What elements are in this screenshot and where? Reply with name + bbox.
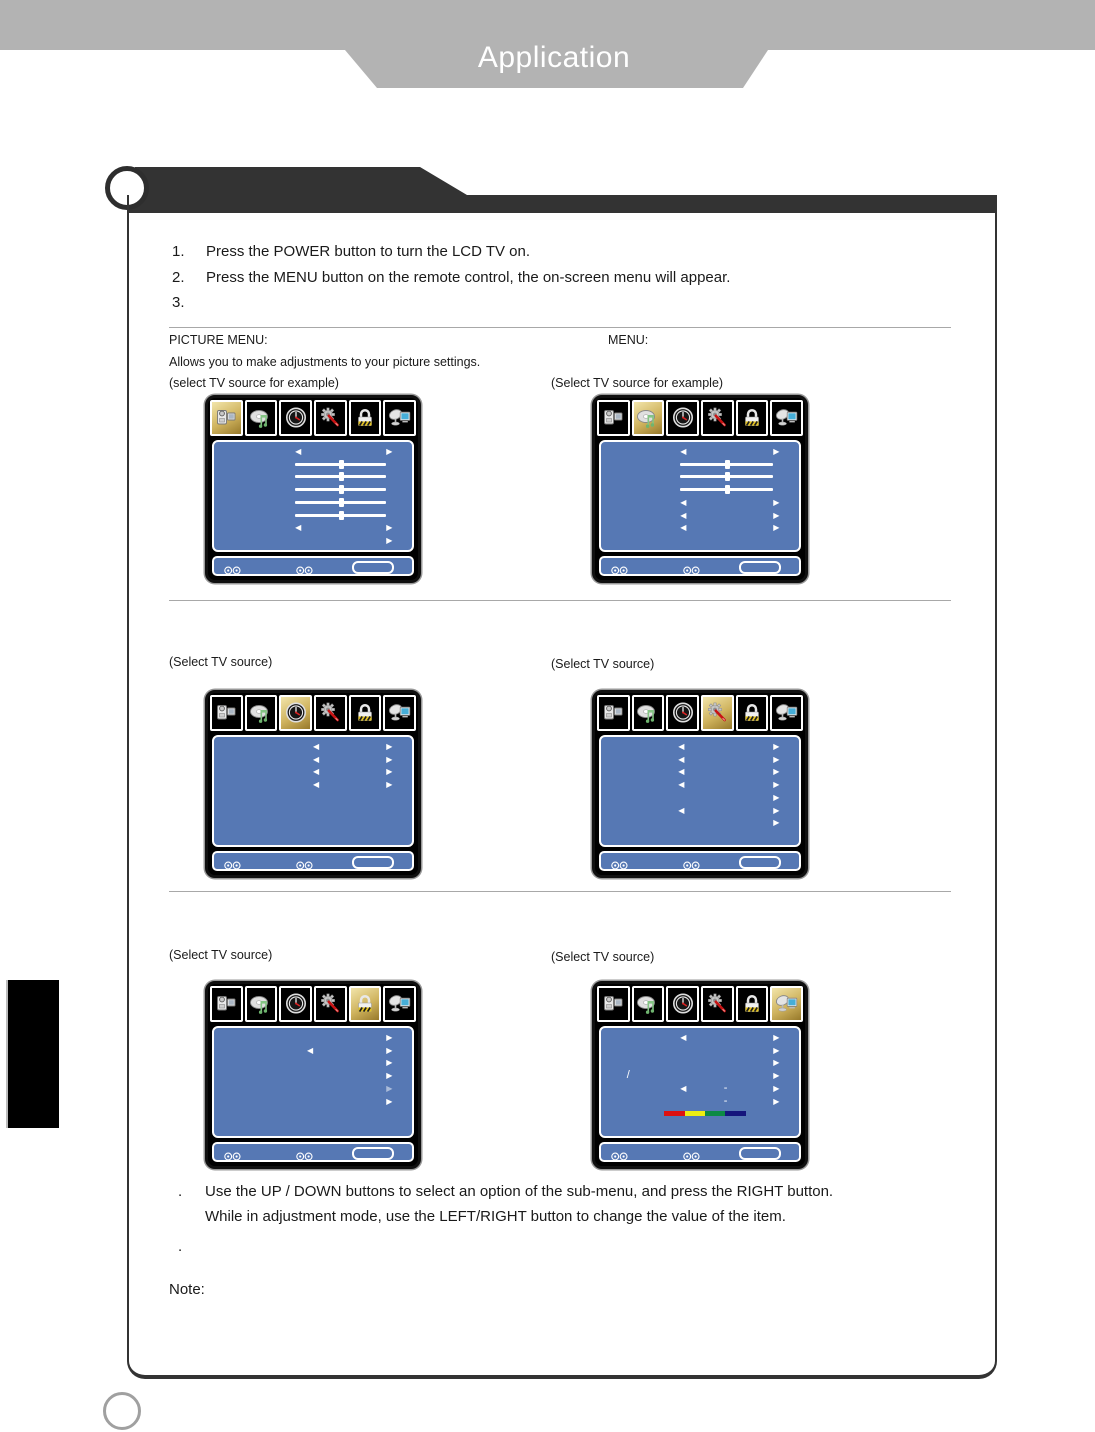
osd-menu-row (214, 741, 412, 752)
lock-menu-tab (736, 695, 769, 731)
osd-menu-row (601, 766, 799, 777)
channel-menu-tab (770, 986, 803, 1022)
lock-menu-tab (349, 400, 382, 436)
slider-knob (725, 460, 730, 469)
osd-body (599, 440, 801, 552)
right-arrow-icon: ▶ (773, 1071, 780, 1081)
channel-menu-tab (770, 400, 803, 436)
left-arrow-icon: ◀ (295, 446, 302, 456)
osd-menu-row (601, 792, 799, 803)
time-menu-icon (284, 992, 308, 1016)
slider-knob (725, 485, 730, 494)
option-menu-icon (705, 406, 729, 430)
signal-color-bar (664, 1111, 745, 1116)
osd-menu-row (214, 446, 412, 457)
left-arrow-icon: ◀ (678, 805, 685, 815)
step-number: 3. (172, 294, 185, 311)
osd-menu-row (214, 817, 412, 828)
osd-menu-row (214, 1083, 412, 1094)
osd-tab-strip (595, 398, 805, 436)
left-arrow-icon: ◀ (313, 780, 320, 790)
select-source-hint: (Select TV source) (169, 948, 273, 962)
left-arrow-icon: ◀ (680, 510, 687, 520)
option-menu-icon (318, 701, 342, 725)
osd-menu-row (214, 792, 412, 803)
option-menu-tab (701, 400, 734, 436)
footer-bullet: . (178, 1238, 183, 1255)
osd-menu-row (214, 1032, 412, 1043)
adjust-buttons-icon (296, 857, 313, 875)
right-arrow-icon: ▶ (773, 1045, 780, 1055)
osd-menu-row (601, 484, 799, 495)
right-arrow-icon: ▶ (773, 510, 780, 520)
time-menu-tab (279, 986, 312, 1022)
page-title: Application (477, 41, 631, 74)
osd-menu-row (214, 471, 412, 482)
page-number-circle (103, 1392, 141, 1430)
lock-menu-tab (736, 400, 769, 436)
divider (169, 327, 951, 328)
right-arrow-icon: ▶ (773, 780, 780, 790)
footer-line: Use the UP / DOWN buttons to select an option of the sub-menu, and press the RIGHT button. (205, 1183, 834, 1200)
osd-menu-row (214, 754, 412, 765)
menu-button-icon (352, 1147, 394, 1160)
osd-tab-strip (208, 398, 418, 436)
right-arrow-icon: ▶ (386, 767, 393, 777)
right-arrow-icon: ▶ (386, 1058, 393, 1068)
left-arrow-icon: ◀ (678, 754, 685, 764)
row-text: / (626, 1069, 630, 1082)
right-arrow-icon: ▶ (773, 1096, 780, 1106)
left-arrow-icon: ◀ (680, 497, 687, 507)
osd-menu-row (601, 1045, 799, 1056)
option-menu-tab (314, 400, 347, 436)
sound-menu-icon (636, 701, 660, 725)
right-arrow-icon: ▶ (773, 805, 780, 815)
left-arrow-icon: ◀ (307, 1045, 314, 1055)
right-arrow-icon: ▶ (386, 1045, 393, 1055)
option-menu-tab (314, 986, 347, 1022)
right-arrow-icon: ▶ (386, 754, 393, 764)
lock-menu-icon (353, 992, 377, 1016)
slider-knob (725, 472, 730, 481)
sound-menu-icon (249, 992, 273, 1016)
sound-menu-tab (245, 986, 278, 1022)
osd-body (212, 1026, 414, 1138)
osd-menu-row (601, 741, 799, 752)
right-arrow-icon: ▶ (386, 1083, 393, 1093)
osd-menu-row (214, 497, 412, 508)
menu-button-icon (739, 561, 781, 574)
signal-color-segment (705, 1111, 725, 1116)
osd-bottom-bar (212, 556, 414, 576)
osd-menu-row (601, 1070, 799, 1081)
row-text: - (723, 1081, 728, 1094)
right-arrow-icon: ▶ (773, 1058, 780, 1068)
step-text: Press the MENU button on the remote control, the on-screen menu will appear. (206, 269, 731, 286)
slider-knob (339, 498, 344, 507)
osd-menu-row (214, 510, 412, 521)
right-arrow-icon: ▶ (386, 1032, 393, 1042)
lock-menu-screen (205, 981, 421, 1169)
option-menu-icon (705, 992, 729, 1016)
osd-menu-row (214, 459, 412, 470)
osd-body (599, 1026, 801, 1138)
right-arrow-icon: ▶ (773, 767, 780, 777)
right-arrow-icon: ▶ (386, 1071, 393, 1081)
note-label: Note: (169, 1281, 205, 1298)
osd-menu-row (214, 1057, 412, 1068)
sound-menu-tab (632, 400, 665, 436)
menu-button-icon (739, 1147, 781, 1160)
select-buttons-icon (611, 562, 628, 580)
osd-menu-row (214, 1045, 412, 1056)
menu-title: MENU: (608, 333, 649, 347)
osd-menu-row (214, 830, 412, 841)
left-arrow-icon: ◀ (680, 1032, 687, 1042)
lock-menu-tab (736, 986, 769, 1022)
option-menu-icon (318, 406, 342, 430)
picture-menu-tab (597, 695, 630, 731)
picture-menu-tab (210, 986, 243, 1022)
option-menu-icon (318, 992, 342, 1016)
left-arrow-icon: ◀ (680, 446, 687, 456)
osd-menu-row (601, 1083, 799, 1094)
osd-body (212, 735, 414, 847)
option-menu-tab (701, 986, 734, 1022)
left-arrow-icon: ◀ (313, 754, 320, 764)
time-menu-tab (666, 400, 699, 436)
osd-bottom-bar (212, 851, 414, 871)
lock-menu-icon (740, 406, 764, 430)
picture-menu-desc: Allows you to make adjustments to your picture settings. (169, 355, 481, 369)
time-menu-tab (666, 986, 699, 1022)
right-arrow-icon: ▶ (386, 741, 393, 751)
picture-menu-tab (210, 400, 243, 436)
time-menu-screen (205, 690, 421, 878)
osd-menu-row (214, 484, 412, 495)
right-arrow-icon: ▶ (773, 741, 780, 751)
channel-menu-tab (383, 400, 416, 436)
adjust-buttons-icon (683, 562, 700, 580)
osd-menu-row (601, 497, 799, 508)
lock-menu-tab (349, 986, 382, 1022)
picture-menu-icon (214, 992, 238, 1016)
channel-menu-icon (775, 406, 799, 430)
slider-knob (339, 511, 344, 520)
osd-menu-row (214, 1096, 412, 1107)
osd-menu-row (601, 830, 799, 841)
divider (169, 891, 951, 892)
picture-menu-icon (214, 701, 238, 725)
lock-menu-tab (349, 695, 382, 731)
right-arrow-icon: ▶ (386, 780, 393, 790)
sound-menu-tab (632, 986, 665, 1022)
channel-menu-screen (592, 981, 808, 1169)
osd-menu-row (214, 766, 412, 777)
osd-bottom-bar (599, 556, 801, 576)
osd-menu-row (214, 779, 412, 790)
osd-body (212, 440, 414, 552)
right-arrow-icon: ▶ (773, 1032, 780, 1042)
step-item (172, 294, 206, 311)
right-arrow-icon: ▶ (386, 1096, 393, 1106)
left-arrow-icon: ◀ (678, 767, 685, 777)
osd-tab-strip (595, 984, 805, 1022)
channel-menu-tab (770, 695, 803, 731)
osd-menu-row (601, 510, 799, 521)
lock-menu-icon (353, 406, 377, 430)
slider-knob (339, 460, 344, 469)
osd-body (599, 735, 801, 847)
option-menu-tab (701, 695, 734, 731)
channel-menu-tab (383, 695, 416, 731)
slider-knob (339, 472, 344, 481)
right-arrow-icon: ▶ (773, 446, 780, 456)
footer-line: While in adjustment mode, use the LEFT/RIGHT button to change the value of the item. (205, 1208, 786, 1225)
right-arrow-icon: ▶ (773, 523, 780, 533)
osd-bottom-bar (212, 1142, 414, 1162)
osd-tab-strip (208, 693, 418, 731)
picture-menu-title: PICTURE MENU: (169, 333, 268, 347)
picture-menu-icon (601, 701, 625, 725)
sound-menu-icon (636, 992, 660, 1016)
left-arrow-icon: ◀ (680, 1083, 687, 1093)
channel-menu-icon (388, 406, 412, 430)
row-text: - (723, 1094, 728, 1107)
adjust-buttons-icon (683, 1148, 700, 1166)
osd-menu-row (214, 522, 412, 533)
osd-menu-row (601, 1121, 799, 1132)
osd-tab-strip (208, 984, 418, 1022)
menu-button-icon (352, 856, 394, 869)
right-arrow-icon: ▶ (773, 1083, 780, 1093)
step-number: 1. (172, 243, 185, 260)
time-menu-icon (671, 701, 695, 725)
osd-menu-row (601, 817, 799, 828)
menu-hint: (Select TV source for example) (551, 376, 724, 390)
select-buttons-icon (611, 1148, 628, 1166)
menu-button-icon (739, 856, 781, 869)
left-arrow-icon: ◀ (680, 523, 687, 533)
right-arrow-icon: ▶ (386, 446, 393, 456)
osd-bottom-bar (599, 851, 801, 871)
adjust-buttons-icon (683, 857, 700, 875)
channel-menu-icon (775, 992, 799, 1016)
right-arrow-icon: ▶ (386, 536, 393, 546)
right-arrow-icon: ▶ (773, 818, 780, 828)
osd-menu-row (214, 535, 412, 546)
picture-menu-tab (597, 986, 630, 1022)
time-menu-icon (671, 992, 695, 1016)
right-arrow-icon: ▶ (773, 792, 780, 802)
osd-menu-row (214, 805, 412, 816)
osd-menu-row (601, 1057, 799, 1068)
channel-menu-icon (388, 992, 412, 1016)
time-menu-icon (284, 406, 308, 430)
select-source-hint: (Select TV source) (551, 950, 655, 964)
osd-menu-row (601, 805, 799, 816)
right-arrow-icon: ▶ (773, 497, 780, 507)
osd-menu-row (601, 779, 799, 790)
channel-menu-icon (775, 701, 799, 725)
osd-bottom-bar (599, 1142, 801, 1162)
select-buttons-icon (224, 1148, 241, 1166)
picture-menu-screen (205, 395, 421, 583)
left-arrow-icon: ◀ (295, 523, 302, 533)
signal-color-segment (664, 1111, 684, 1116)
osd-menu-row (601, 754, 799, 765)
step-item (172, 269, 730, 286)
time-menu-tab (279, 695, 312, 731)
adjust-buttons-icon (296, 1148, 313, 1166)
signal-color-segment (725, 1111, 745, 1116)
adjust-buttons-icon (296, 562, 313, 580)
step-text: Press the POWER button to turn the LCD TV on. (206, 243, 531, 260)
lock-menu-icon (740, 701, 764, 725)
page-edge-tab (6, 980, 59, 1128)
osd-menu-row (601, 535, 799, 546)
sound-menu-icon (636, 406, 660, 430)
slider-knob (339, 485, 344, 494)
sound-menu-icon (249, 406, 273, 430)
picture-menu-icon (601, 406, 625, 430)
sound-menu-icon (249, 701, 273, 725)
picture-menu-hint: (select TV source for example) (169, 376, 339, 390)
select-buttons-icon (611, 857, 628, 875)
osd-menu-row (601, 459, 799, 470)
osd-menu-row (214, 1108, 412, 1119)
sound-menu-tab (632, 695, 665, 731)
time-menu-tab (279, 400, 312, 436)
lock-menu-icon (353, 701, 377, 725)
picture-menu-icon (601, 992, 625, 1016)
time-menu-icon (284, 701, 308, 725)
left-arrow-icon: ◀ (313, 767, 320, 777)
sound-menu-tab (245, 695, 278, 731)
option-menu-screen (592, 690, 808, 878)
sound-menu-tab (245, 400, 278, 436)
right-arrow-icon: ▶ (386, 523, 393, 533)
signal-color-segment (685, 1111, 705, 1116)
osd-menu-row (214, 1070, 412, 1081)
osd-menu-row (601, 471, 799, 482)
left-arrow-icon: ◀ (678, 741, 685, 751)
step-item (172, 243, 530, 260)
select-buttons-icon (224, 562, 241, 580)
divider (169, 600, 951, 601)
osd-menu-row (601, 522, 799, 533)
select-buttons-icon (224, 857, 241, 875)
left-arrow-icon: ◀ (313, 741, 320, 751)
picture-menu-icon (214, 406, 238, 430)
option-menu-icon (705, 701, 729, 725)
footer-bullet: . (178, 1183, 183, 1200)
select-source-hint: (Select TV source) (551, 657, 655, 671)
time-menu-tab (666, 695, 699, 731)
menu-button-icon (352, 561, 394, 574)
picture-menu-tab (597, 400, 630, 436)
osd-menu-row (601, 1108, 799, 1119)
osd-menu-row (601, 1032, 799, 1043)
osd-menu-row (214, 1121, 412, 1132)
channel-menu-icon (388, 701, 412, 725)
osd-menu-row (601, 446, 799, 457)
channel-menu-tab (383, 986, 416, 1022)
lock-menu-icon (740, 992, 764, 1016)
sound-menu-screen (592, 395, 808, 583)
picture-menu-tab (210, 695, 243, 731)
left-arrow-icon: ◀ (678, 780, 685, 790)
right-arrow-icon: ▶ (773, 754, 780, 764)
step-number: 2. (172, 269, 185, 286)
time-menu-icon (671, 406, 695, 430)
option-menu-tab (314, 695, 347, 731)
osd-tab-strip (595, 693, 805, 731)
select-source-hint: (Select TV source) (169, 655, 273, 669)
osd-menu-row (601, 1096, 799, 1107)
